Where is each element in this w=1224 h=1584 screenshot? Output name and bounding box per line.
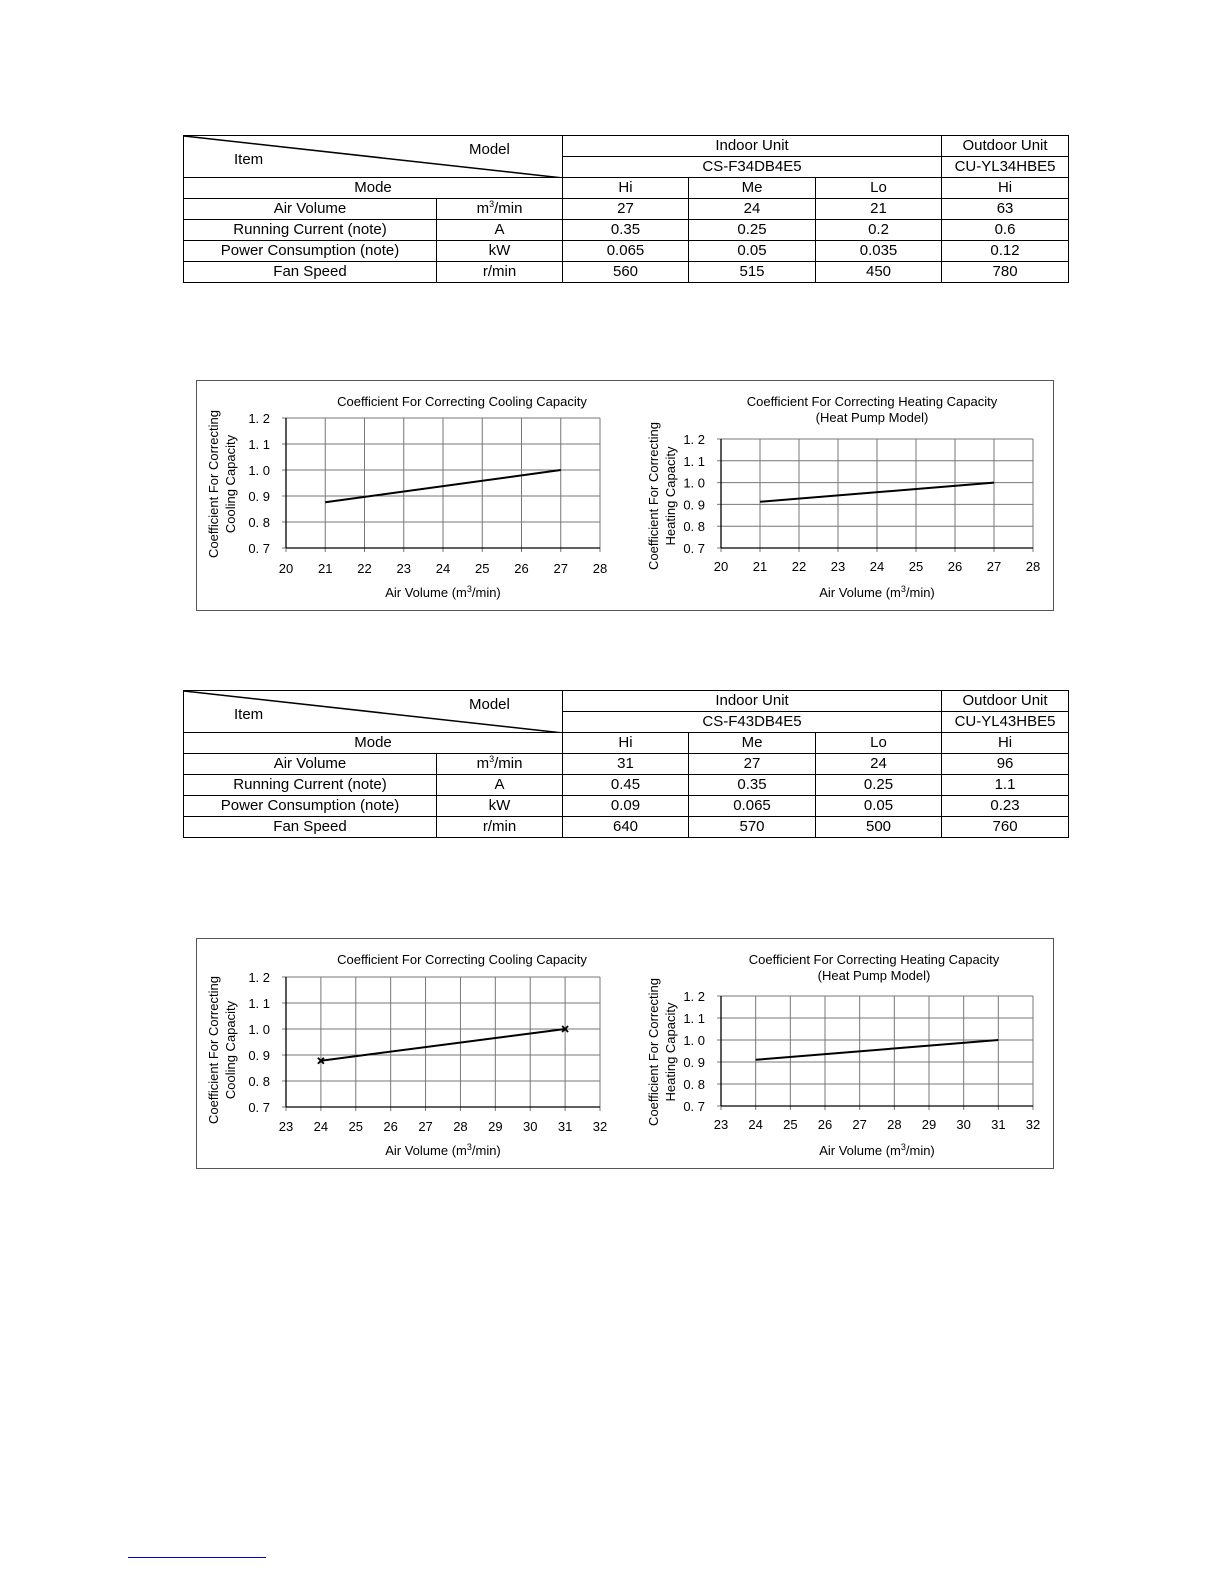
heating-capacity-chart-1 bbox=[197, 381, 1052, 609]
x-tick-label: 20 bbox=[278, 561, 294, 576]
y-tick-label: 1. 1 bbox=[248, 437, 270, 452]
x-tick-label: 30 bbox=[956, 1117, 971, 1132]
x-tick-label: 25 bbox=[908, 559, 924, 574]
table-row bbox=[184, 775, 1069, 796]
y-axis-label: Cooling Capacity bbox=[223, 1000, 238, 1100]
y-tick-label: 0. 9 bbox=[683, 497, 705, 513]
y-tick-label: 1. 1 bbox=[683, 453, 705, 469]
value-cell: 0.05 bbox=[816, 796, 942, 817]
chart-title: Coefficient For Correcting Cooling Capacity bbox=[337, 394, 587, 409]
value-cell: 24 bbox=[689, 199, 816, 220]
model-label: Model bbox=[469, 696, 510, 713]
value-cell: 640 bbox=[563, 817, 689, 838]
outdoor-unit-header: Outdoor Unit bbox=[942, 136, 1069, 157]
y-tick-label: 1. 2 bbox=[683, 989, 705, 1004]
x-tick-label: 24 bbox=[748, 1117, 763, 1132]
y-tick-label: 0. 7 bbox=[248, 541, 270, 556]
x-tick-label: 27 bbox=[986, 559, 1002, 574]
value-cell: 570 bbox=[689, 817, 816, 838]
row-label: Power Consumption (note) bbox=[184, 241, 437, 262]
mode-cell: Me bbox=[689, 733, 816, 754]
unit-rest: /min bbox=[494, 200, 523, 217]
row-unit bbox=[437, 754, 563, 775]
y-tick-label: 1. 2 bbox=[248, 970, 270, 985]
x-tick-label: 23 bbox=[278, 1119, 294, 1134]
x-axis-label-sup: 3 bbox=[466, 584, 472, 594]
value-cell: 0.35 bbox=[563, 220, 689, 241]
value-cell: 0.6 bbox=[942, 220, 1069, 241]
item-model-header bbox=[184, 691, 563, 733]
value-cell: 96 bbox=[942, 754, 1069, 775]
y-tick-label: 1. 0 bbox=[683, 1033, 705, 1048]
value-cell: 0.45 bbox=[563, 775, 689, 796]
mode-cell: Hi bbox=[942, 733, 1069, 754]
indoor-unit-header: Indoor Unit bbox=[563, 136, 942, 157]
x-tick-label: 27 bbox=[418, 1119, 433, 1134]
y-tick-label: 1. 1 bbox=[248, 996, 270, 1011]
row-label: Running Current (note) bbox=[184, 775, 437, 796]
chart-title: Coefficient For Correcting Heating Capacity bbox=[746, 394, 998, 409]
y-tick-label: 0. 8 bbox=[683, 1077, 705, 1092]
y-tick-label: 1. 1 bbox=[683, 1011, 705, 1026]
table-row bbox=[184, 199, 1069, 220]
value-cell: 31 bbox=[563, 754, 689, 775]
y-tick-label: 1. 0 bbox=[248, 463, 270, 478]
x-axis-label-rest: /min) bbox=[471, 585, 501, 600]
y-axis-label: Coefficient For Correcting bbox=[646, 978, 661, 1126]
value-cell: 0.12 bbox=[942, 241, 1069, 262]
row-unit: kW bbox=[437, 241, 563, 262]
y-axis-label: Coefficient For Correcting bbox=[206, 976, 221, 1124]
x-axis-label-base: Air Volume (m bbox=[385, 585, 467, 600]
value-cell: 0.05 bbox=[689, 241, 816, 262]
x-tick-label: 24 bbox=[869, 559, 885, 574]
x-tick-label: 27 bbox=[852, 1117, 867, 1132]
x-axis-label-rest: /min) bbox=[471, 1143, 501, 1158]
y-axis-label: Cooling Capacity bbox=[223, 434, 238, 534]
table-row bbox=[184, 754, 1069, 775]
item-label: Item bbox=[234, 151, 264, 168]
y-axis-label: Heating Capacity bbox=[663, 1002, 678, 1102]
mode-cell: Hi bbox=[563, 178, 689, 199]
x-axis-label-rest: /min) bbox=[905, 1143, 935, 1158]
outdoor-model: CU-YL34HBE5 bbox=[942, 157, 1069, 178]
value-cell: 0.25 bbox=[816, 775, 942, 796]
row-unit bbox=[437, 199, 563, 220]
y-tick-label: 1. 0 bbox=[248, 1022, 270, 1037]
value-cell: 0.09 bbox=[563, 796, 689, 817]
indoor-unit-header: Indoor Unit bbox=[563, 691, 942, 712]
y-axis-label: Coefficient For Correcting bbox=[646, 422, 661, 570]
row-unit: r/min bbox=[437, 817, 563, 838]
x-tick-label: 28 bbox=[887, 1117, 902, 1132]
x-tick-label: 24 bbox=[313, 1119, 329, 1134]
unit-sup: 3 bbox=[489, 754, 495, 764]
x-tick-label: 28 bbox=[592, 561, 608, 576]
value-cell: 500 bbox=[816, 817, 942, 838]
x-tick-label: 31 bbox=[557, 1119, 573, 1134]
row-unit: r/min bbox=[437, 262, 563, 283]
y-tick-label: 0. 7 bbox=[683, 1099, 705, 1114]
value-cell: 63 bbox=[942, 199, 1069, 220]
x-tick-label: 24 bbox=[435, 561, 451, 576]
unit-base: m bbox=[476, 200, 490, 217]
x-tick-label: 29 bbox=[921, 1117, 937, 1132]
value-cell: 780 bbox=[942, 262, 1069, 283]
row-label: Fan Speed bbox=[184, 817, 437, 838]
x-tick-label: 25 bbox=[348, 1119, 364, 1134]
row-unit: kW bbox=[437, 796, 563, 817]
item-model-header bbox=[184, 136, 563, 178]
outdoor-model: CU-YL43HBE5 bbox=[942, 712, 1069, 733]
x-tick-label: 26 bbox=[514, 561, 529, 576]
value-cell: 0.23 bbox=[942, 796, 1069, 817]
value-cell: 21 bbox=[816, 199, 942, 220]
x-tick-label: 25 bbox=[475, 561, 490, 576]
chart-panel-2 bbox=[196, 938, 1054, 1169]
x-axis-label-sup: 3 bbox=[900, 584, 906, 594]
spec-table-1 bbox=[183, 135, 1069, 283]
x-tick-label: 23 bbox=[713, 1117, 729, 1132]
x-tick-label: 22 bbox=[791, 559, 807, 574]
y-tick-label: 0. 8 bbox=[248, 515, 270, 530]
x-axis-label-rest: /min) bbox=[905, 585, 935, 600]
x-tick-label: 22 bbox=[357, 561, 372, 576]
mode-cell: Lo bbox=[816, 733, 942, 754]
unit-rest: /min bbox=[494, 755, 523, 772]
x-tick-label: 28 bbox=[1025, 559, 1041, 574]
x-tick-label: 21 bbox=[318, 561, 333, 576]
x-axis-label-base: Air Volume (m bbox=[819, 585, 901, 600]
value-cell: 0.065 bbox=[563, 241, 689, 262]
chart-title: Coefficient For Correcting Heating Capacity bbox=[748, 952, 1000, 967]
x-tick-label: 30 bbox=[522, 1119, 538, 1134]
mode-cell: Hi bbox=[563, 733, 689, 754]
chart-panel-1 bbox=[196, 380, 1054, 611]
x-tick-label: 21 bbox=[752, 559, 768, 574]
x-tick-label: 32 bbox=[592, 1119, 608, 1134]
unit-base: m bbox=[476, 755, 490, 772]
value-cell: 0.35 bbox=[689, 775, 816, 796]
value-cell: 27 bbox=[689, 754, 816, 775]
series-line bbox=[756, 1040, 999, 1060]
value-cell: 450 bbox=[816, 262, 942, 283]
value-cell: 560 bbox=[563, 262, 689, 283]
y-tick-label: 0. 7 bbox=[248, 1100, 270, 1115]
row-label: Running Current (note) bbox=[184, 220, 437, 241]
y-axis-label: Heating Capacity bbox=[663, 446, 678, 546]
table-row bbox=[184, 220, 1069, 241]
y-tick-label: 0. 8 bbox=[683, 519, 705, 535]
x-tick-label: 27 bbox=[553, 561, 568, 576]
x-tick-label: 23 bbox=[830, 559, 846, 574]
heating-capacity-chart-2 bbox=[197, 939, 1052, 1167]
x-axis-label bbox=[819, 1142, 935, 1158]
x-tick-label: 26 bbox=[947, 559, 963, 574]
item-label: Item bbox=[234, 706, 264, 723]
table-row bbox=[184, 262, 1069, 283]
value-cell: 515 bbox=[689, 262, 816, 283]
row-label: Power Consumption (note) bbox=[184, 796, 437, 817]
row-label: Air Volume bbox=[184, 199, 437, 220]
y-tick-label: 1. 0 bbox=[683, 475, 705, 491]
x-tick-label: 26 bbox=[817, 1117, 833, 1132]
x-axis-label-base: Air Volume (m bbox=[819, 1143, 901, 1158]
x-axis-label bbox=[819, 584, 935, 600]
table-row bbox=[184, 796, 1069, 817]
model-label: Model bbox=[469, 141, 510, 158]
y-tick-label: 0. 9 bbox=[683, 1055, 705, 1070]
row-unit: A bbox=[437, 220, 563, 241]
mode-cell: Lo bbox=[816, 178, 942, 199]
value-cell: 760 bbox=[942, 817, 1069, 838]
x-tick-label: 31 bbox=[991, 1117, 1006, 1132]
indoor-model: CS-F34DB4E5 bbox=[563, 157, 942, 178]
mode-label: Mode bbox=[184, 178, 563, 199]
y-tick-label: 0. 8 bbox=[248, 1074, 270, 1089]
mode-cell: Me bbox=[689, 178, 816, 199]
value-cell: 0.2 bbox=[816, 220, 942, 241]
indoor-model: CS-F43DB4E5 bbox=[563, 712, 942, 733]
value-cell: 24 bbox=[816, 754, 942, 775]
mode-cell: Hi bbox=[942, 178, 1069, 199]
row-unit: A bbox=[437, 775, 563, 796]
x-tick-label: 25 bbox=[783, 1117, 798, 1132]
value-cell: 0.065 bbox=[689, 796, 816, 817]
value-cell: 1.1 bbox=[942, 775, 1069, 796]
y-tick-label: 1. 2 bbox=[683, 432, 705, 447]
table-row bbox=[184, 817, 1069, 838]
row-label: Fan Speed bbox=[184, 262, 437, 283]
table-row bbox=[184, 241, 1069, 262]
y-tick-label: 0. 9 bbox=[248, 1048, 270, 1063]
unit-sup: 3 bbox=[489, 199, 495, 209]
y-tick-label: 0. 7 bbox=[683, 541, 705, 556]
mode-label: Mode bbox=[184, 733, 563, 754]
outdoor-unit-header: Outdoor Unit bbox=[942, 691, 1069, 712]
chart-subtitle: (Heat Pump Model) bbox=[817, 968, 931, 983]
x-axis-label-sup: 3 bbox=[466, 1142, 472, 1152]
y-tick-label: 0. 9 bbox=[248, 489, 270, 504]
x-tick-label: 23 bbox=[396, 561, 411, 576]
y-axis-label: Coefficient For Correcting bbox=[206, 410, 221, 558]
footnote-rule bbox=[128, 1557, 266, 1558]
x-tick-label: 29 bbox=[488, 1119, 503, 1134]
x-tick-label: 26 bbox=[383, 1119, 398, 1134]
chart-title: Coefficient For Correcting Cooling Capacity bbox=[337, 952, 587, 967]
y-tick-label: 1. 2 bbox=[248, 411, 270, 426]
x-tick-label: 28 bbox=[453, 1119, 468, 1134]
chart-subtitle: (Heat Pump Model) bbox=[815, 410, 929, 425]
row-label: Air Volume bbox=[184, 754, 437, 775]
x-tick-label: 32 bbox=[1025, 1117, 1041, 1132]
x-axis-label-sup: 3 bbox=[900, 1142, 906, 1152]
x-tick-label: 20 bbox=[713, 559, 729, 574]
value-cell: 27 bbox=[563, 199, 689, 220]
value-cell: 0.035 bbox=[816, 241, 942, 262]
value-cell: 0.25 bbox=[689, 220, 816, 241]
x-axis-label-base: Air Volume (m bbox=[385, 1143, 467, 1158]
spec-table-2 bbox=[183, 690, 1069, 838]
